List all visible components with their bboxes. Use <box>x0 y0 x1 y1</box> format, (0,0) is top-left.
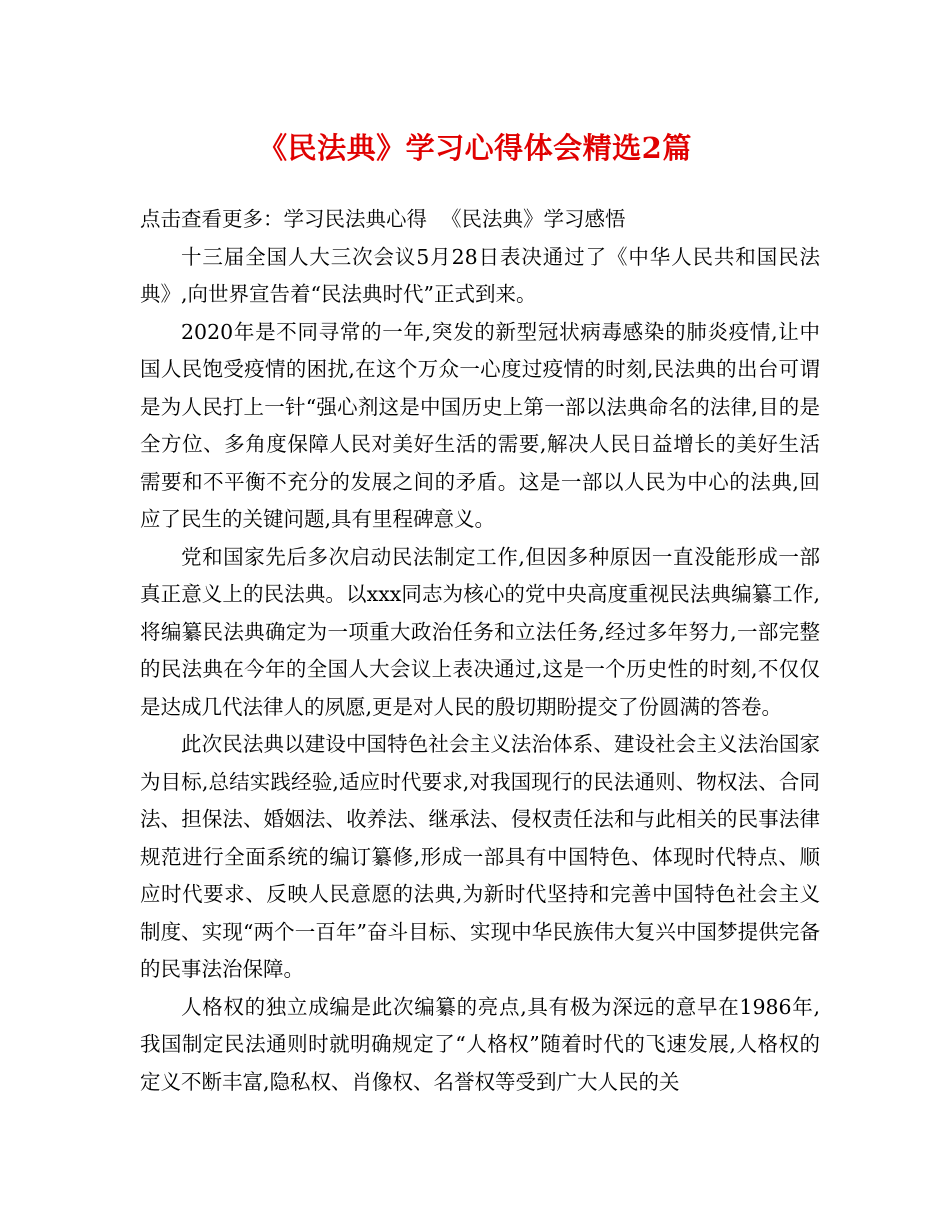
more-link-study-insights[interactable]: 《民法典》学习感悟 <box>441 207 626 231</box>
more-links-line <box>140 201 820 239</box>
paragraph-2: 2020年是不同寻常的一年,突发的新型冠状病毒感染的肺炎疫情,让中国人民饱受疫情的困扰,在这个万众一心度过疫情的时刻,民法典的出台可谓是为人民打上一针“强心剂这是中国历史上第一部以法典命名的法律,目的是全方位、多角度保障人民对美好生活的需要,解决人民日益增长的美好生活需要和不平衡不充分的发展之间的矛盾。这是一部以人民为中心的法典,回应了民生的关键问题,具有里程碑意义。 <box>140 319 820 531</box>
more-prefix: 点击查看更多： <box>140 207 284 231</box>
paragraph-3: 党和国家先后多次启动民法制定工作,但因多种原因一直没能形成一部真正意义上的民法典。以xxx同志为核心的党中央高度重视民法典编纂工作,将编纂民法典确定为一项重大政治任务和立法任务,经过多年努力,一部完整的民法典在今年的全国人大会议上表决通过,这是一个历史性的时刻,不仅仅是达成几代法律人的夙愿,更是对人民的殷切期盼提交了份圆满的答卷。 <box>140 544 820 719</box>
paragraph-1: 十三届全国人大三次会议5月28日表决通过了《中华人民共和国民法典》,向世界宣告着“民法典时代”正式到来。 <box>140 244 820 306</box>
document-body <box>140 201 820 1101</box>
more-link-study-notes[interactable]: 学习民法典心得 <box>283 207 427 231</box>
document-title: 《民法典》学习心得体会精选2篇 <box>258 131 692 165</box>
paragraph-4: 此次民法典以建设中国特色社会主义法治体系、建设社会主义法治国家为目标,总结实践经验,适应时代要求,对我国现行的民法通则、物权法、合同法、担保法、婚姻法、收养法、继承法、侵权责任法和与此相关的民事法律规范进行全面系统的编订纂修,形成一部具有中国特色、体现时代特点、顺应时代要求、反映人民意愿的法典,为新时代坚持和完善中国特色社会主义制度、实现“两个一百年”奋斗目标、实现中华民族伟大复兴中国梦提供完备的民事法治保障。 <box>140 732 820 981</box>
paragraph-5: 人格权的独立成编是此次编纂的亮点,具有极为深远的意早在1986年,我国制定民法通则时就明确规定了“人格权”随着时代的飞速发展,人格权的定义不断丰富,隐私权、肖像权、名誉权等受到广大人民的关 <box>140 994 820 1094</box>
